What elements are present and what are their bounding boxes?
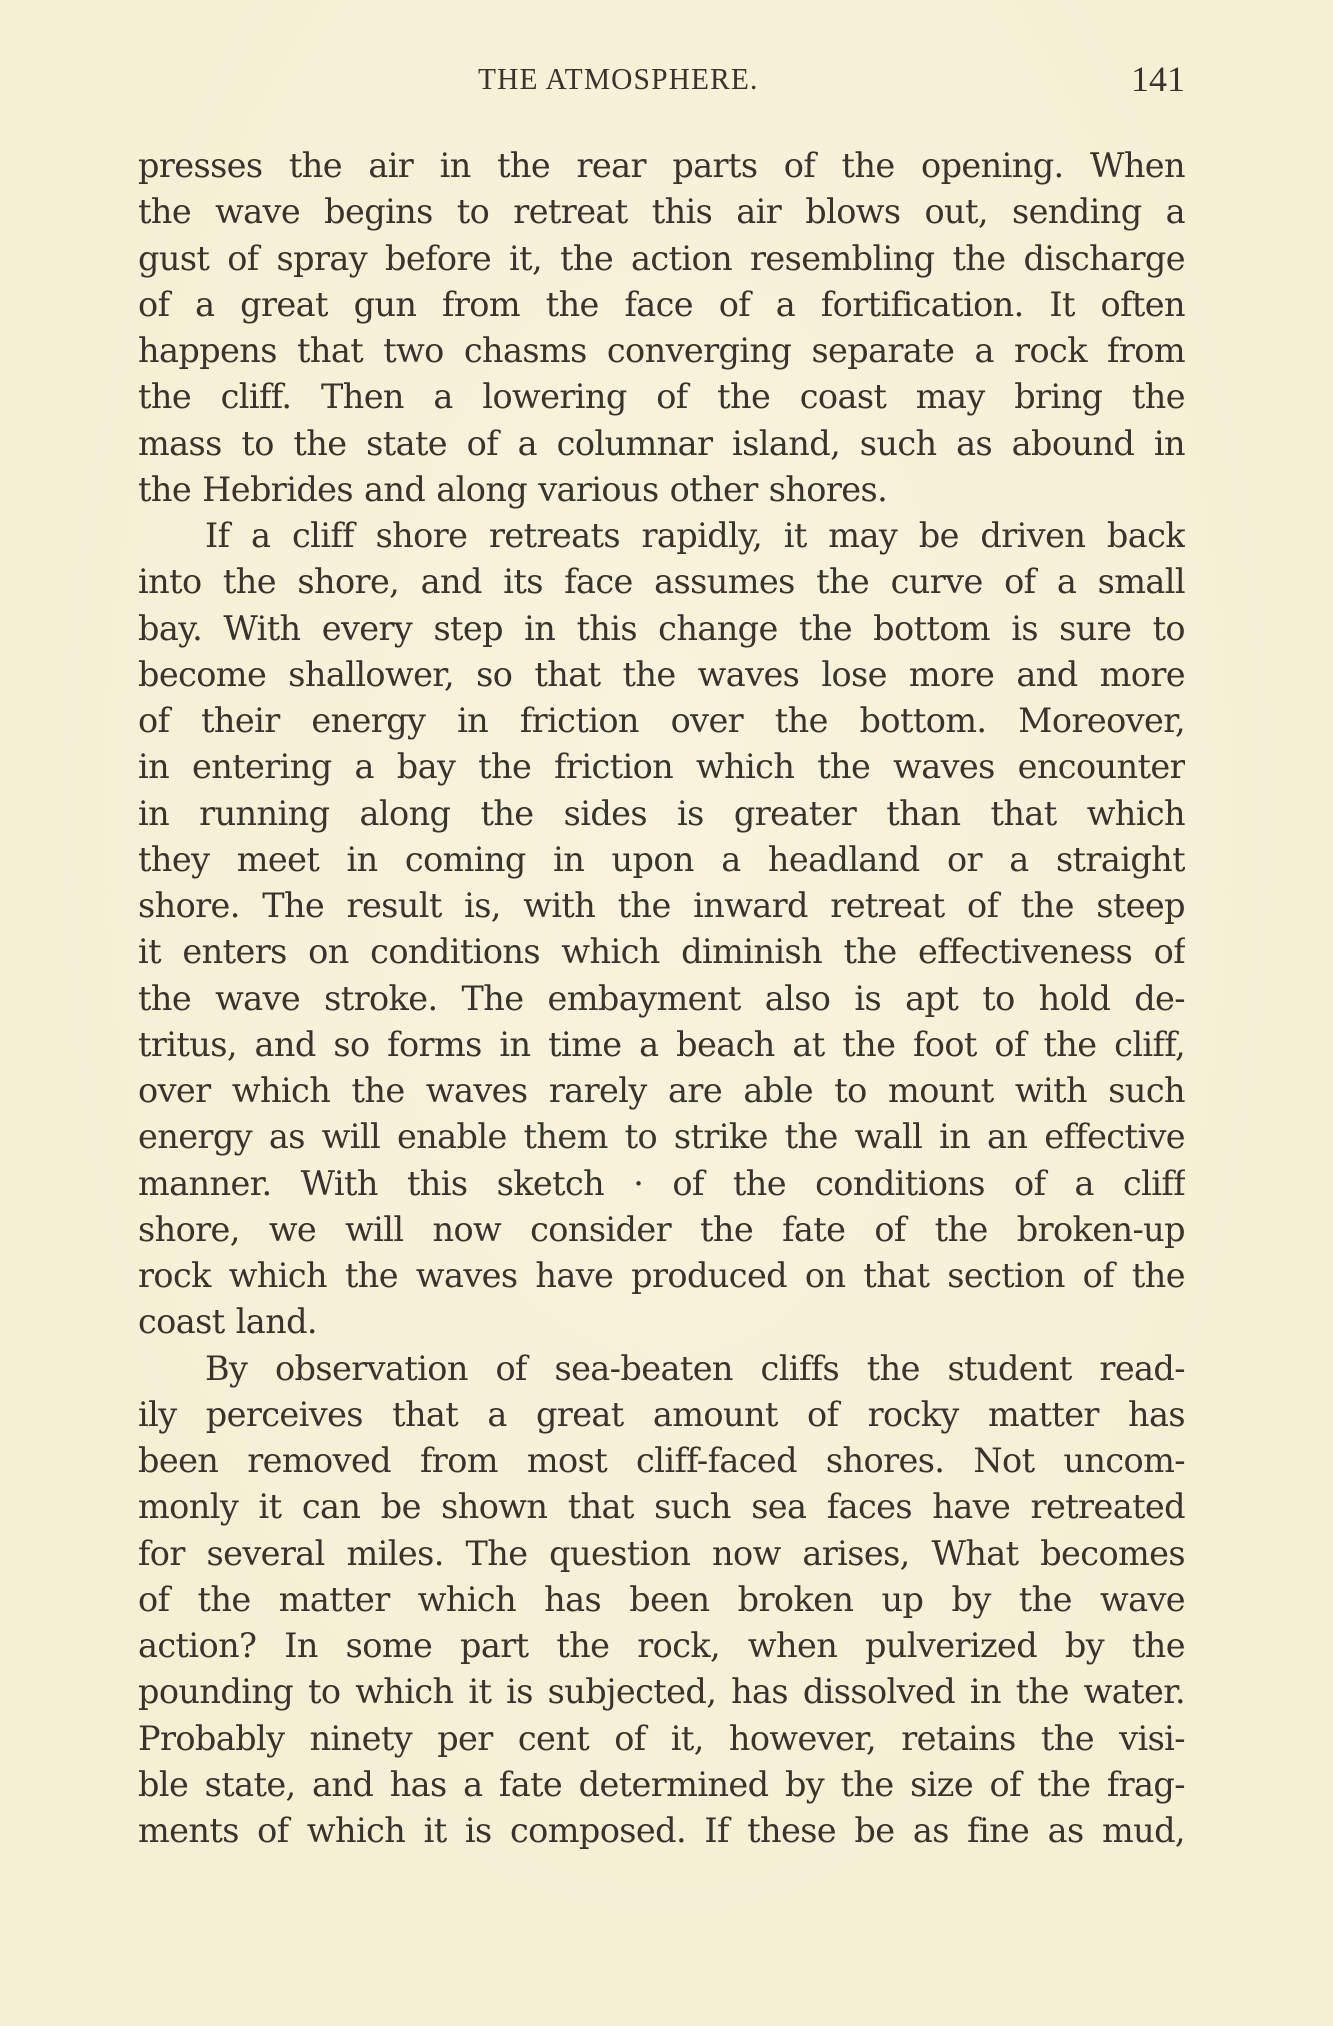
text-line: for several miles. The question now arises, What becomes bbox=[138, 1533, 1185, 1573]
text-line: the cliff. Then a lowering of the coast may bring the bbox=[138, 377, 1185, 417]
text-line: pounding to which it is subjected, has dissolved in the water. bbox=[138, 1672, 1185, 1712]
text-line: been removed from most cliff-faced shores. Not uncom- bbox=[138, 1441, 1185, 1480]
text-line: ments of which it is composed. If these be as fine as mud, bbox=[138, 1811, 1185, 1850]
text-line: over which the waves rarely are able to mount with such bbox=[138, 1071, 1185, 1110]
text-line: action? In some part the rock, when pulverized by the bbox=[138, 1626, 1185, 1665]
running-title: THE ATMOSPHERE. bbox=[478, 61, 759, 96]
paragraph-first-line: If a cliff shore retreats rapidly, it may be driven back bbox=[205, 516, 1185, 555]
text-line: coast land. bbox=[138, 1302, 317, 1342]
text-line: shore, we will now consider the fate of the broken-up bbox=[138, 1209, 1185, 1249]
text-line: shore. The result is, with the inward retreat of the steep bbox=[138, 886, 1185, 925]
text-line: the wave stroke. The embayment also is apt to hold de- bbox=[138, 978, 1185, 1018]
paragraph-first-line: By observation of sea-beaten cliffs the student read- bbox=[205, 1348, 1185, 1388]
text-line: become shallower, so that the waves lose more and more bbox=[138, 654, 1185, 694]
body-text bbox=[138, 143, 1185, 1854]
running-head bbox=[138, 56, 1185, 102]
page-number: 141 bbox=[1131, 59, 1185, 99]
text-line: Probably ninety per cent of it, however, retains the visi- bbox=[138, 1718, 1185, 1758]
text-line: monly it can be shown that such sea faces have retreated bbox=[138, 1487, 1185, 1527]
text-line: tritus, and so forms in time a beach at the foot of the cliff, bbox=[138, 1024, 1185, 1064]
text-line: mass to the state of a columnar island, such as abound in bbox=[138, 423, 1185, 463]
text-line: gust of spray before it, the action resembling the discharge bbox=[138, 238, 1185, 278]
text-line: into the shore, and its face assumes the curve of a small bbox=[138, 562, 1185, 602]
text-line: presses the air in the rear parts of the opening. When bbox=[138, 146, 1185, 185]
text-line: of a great gun from the face of a fortification. It often bbox=[138, 284, 1185, 324]
text-line: ily perceives that a great amount of rocky matter has bbox=[138, 1394, 1185, 1434]
text-line: energy as will enable them to strike the wall in an effective bbox=[138, 1117, 1185, 1157]
text-line: in entering a bay the friction which the waves encounter bbox=[138, 747, 1185, 787]
text-line: happens that two chasms converging separate a rock from bbox=[138, 331, 1185, 370]
text-line: rock which the waves have produced on that section of the bbox=[138, 1256, 1185, 1295]
text-line: they meet in coming in upon a headland or a straight bbox=[138, 839, 1185, 879]
text-line: the wave begins to retreat this air blows out, sending a bbox=[138, 192, 1185, 232]
text-line: ble state, and has a fate determined by the size of the frag- bbox=[138, 1764, 1185, 1804]
text-line: it enters on conditions which diminish the effectiveness of bbox=[138, 932, 1185, 972]
text-line: manner. With this sketch · of the conditions of a cliff bbox=[138, 1163, 1185, 1203]
text-line: in running along the sides is greater than that which bbox=[138, 793, 1185, 833]
text-line: of their energy in friction over the bottom. Moreover, bbox=[138, 701, 1185, 740]
text-line: the Hebrides and along various other shores. bbox=[138, 469, 888, 509]
text-line: bay. With every step in this change the bottom is sure to bbox=[138, 608, 1185, 648]
text-line: of the matter which has been broken up by the wave bbox=[138, 1579, 1185, 1619]
